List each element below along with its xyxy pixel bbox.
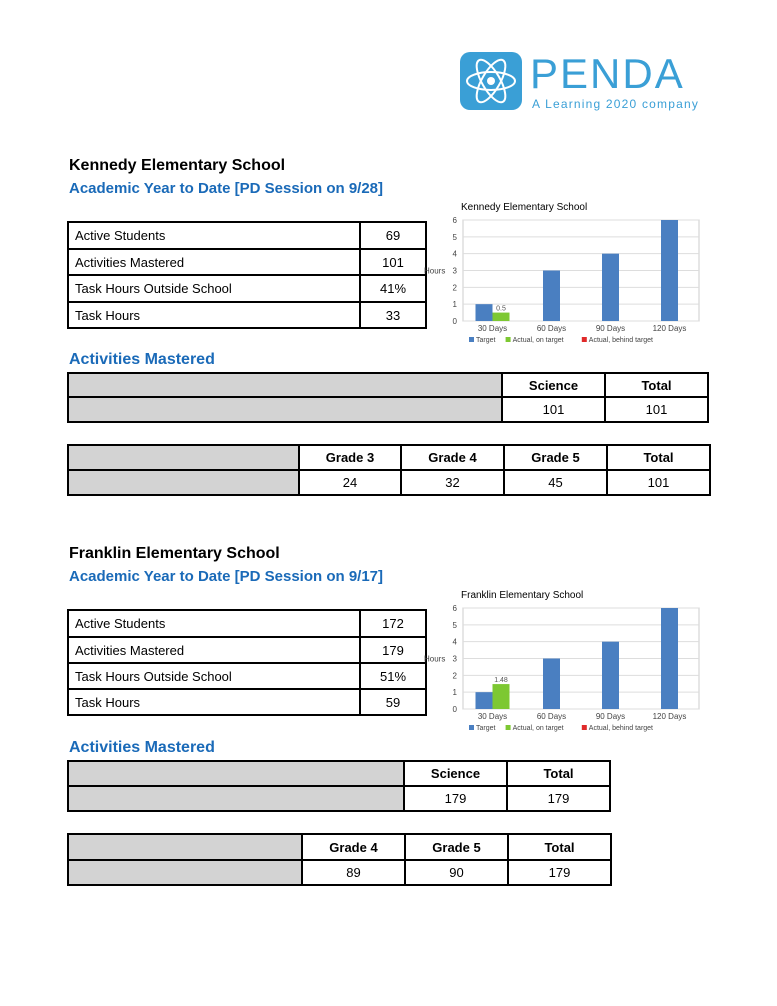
column-header: Grade 4 [401,445,504,470]
blank-cell [68,761,404,786]
x-tick-label: 90 Days [595,324,626,333]
stat-value: 51% [360,663,426,689]
table-row [68,373,708,397]
bar [543,271,560,322]
table-cell: 90 [405,860,508,885]
legend-label: Target [476,725,496,732]
table-cell: 101 [605,397,708,422]
x-tick-label: 30 Days [477,324,508,333]
y-tick-label: 0 [452,317,457,326]
blank-cell [68,373,502,397]
section-title: Activities Mastered [69,351,215,368]
legend-swatch [469,725,474,730]
stat-label: Active Students [68,222,360,249]
table-row [68,275,426,302]
bar-chart [423,586,723,736]
column-header: Science [502,373,605,397]
column-header: Total [508,834,611,860]
school-subtitle: Academic Year to Date [PD Session on 9/17] [69,568,384,585]
column-header: Total [507,761,610,786]
stat-value: 179 [360,637,426,663]
bar [602,642,619,709]
bar [661,608,678,709]
y-tick-label: 5 [452,620,457,630]
stat-label: Task Hours [68,302,360,328]
penda-logo [460,50,710,112]
legend-swatch [469,337,474,342]
blank-cell [68,470,299,495]
table-row [68,610,426,637]
legend-label: Actual, behind target [588,725,654,732]
table-row [68,445,710,470]
y-tick-label: 6 [452,604,457,613]
bar [661,220,678,321]
column-header: Total [607,445,710,470]
data-label: 1.48 [494,677,508,685]
stats-table [67,221,427,329]
bar [543,659,560,710]
bar [493,313,510,321]
stats-table [67,609,427,716]
y-tick-label: 5 [452,232,457,242]
column-header: Grade 3 [299,445,401,470]
column-header: Total [605,373,708,397]
legend-label: Actual, on target [512,337,564,344]
legend-label: Actual, behind target [588,337,654,344]
y-tick-label: 1 [452,300,457,310]
bar-chart [423,198,723,348]
grade-table [67,833,612,886]
table-row [68,470,710,495]
bar [493,684,510,709]
data-label: 0.5 [496,305,506,313]
y-tick-label: 6 [452,216,457,225]
legend-swatch [506,337,511,342]
logo-wordmark: PENDA [530,50,685,97]
table-cell: 32 [401,470,504,495]
progress-chart [423,198,723,348]
y-tick-label: 2 [452,283,457,293]
table-cell: 101 [502,397,605,422]
legend-label: Actual, on target [512,725,564,732]
table-cell: 179 [507,786,610,811]
y-tick-label: 3 [452,654,457,664]
stat-value: 33 [360,302,426,328]
stat-value: 69 [360,222,426,249]
y-tick-label: 0 [452,705,457,714]
blank-cell [68,834,302,860]
stat-label: Active Students [68,610,360,637]
legend-label: Target [476,337,496,344]
school-subtitle: Academic Year to Date [PD Session on 9/28] [69,180,384,197]
y-axis-label: Hours [424,266,446,276]
x-tick-label: 30 Days [477,712,508,721]
stat-value: 41% [360,275,426,302]
stat-value: 59 [360,689,426,715]
stat-label: Task Hours [68,689,360,715]
logo-tagline: A Learning 2020 company [532,97,700,111]
x-tick-label: 120 Days [652,324,687,333]
stat-label: Task Hours Outside School [68,275,360,302]
table-cell: 89 [302,860,405,885]
table-cell: 179 [508,860,611,885]
table-cell: 179 [404,786,507,811]
y-tick-label: 3 [452,266,457,276]
blank-cell [68,786,404,811]
table-row [68,397,708,422]
stat-value: 172 [360,610,426,637]
blank-cell [68,445,299,470]
table-row [68,249,426,275]
subject-table [67,372,709,423]
section-title: Activities Mastered [69,739,215,756]
chart-title: Franklin Elementary School [461,590,584,601]
table-row [68,637,426,663]
subject-table [67,760,611,812]
table-cell: 45 [504,470,607,495]
school-name: Kennedy Elementary School [69,157,286,174]
table-row [68,834,611,860]
x-tick-label: 60 Days [536,712,567,721]
table-cell: 24 [299,470,401,495]
table-row [68,689,426,715]
y-tick-label: 4 [452,249,457,259]
table-row [68,786,610,811]
stat-label: Activities Mastered [68,637,360,663]
stat-value: 101 [360,249,426,275]
column-header: Grade 5 [504,445,607,470]
legend-swatch [506,725,511,730]
column-header: Grade 5 [405,834,508,860]
stat-label: Task Hours Outside School [68,663,360,689]
x-tick-label: 90 Days [595,712,626,721]
y-tick-label: 2 [452,671,457,681]
stat-label: Activities Mastered [68,249,360,275]
bar [476,692,493,709]
chart-title: Kennedy Elementary School [461,202,588,213]
legend-swatch [582,337,587,342]
atom-icon [460,52,522,110]
table-row [68,663,426,689]
bar [602,254,619,321]
table-row [68,302,426,328]
bar [476,304,493,321]
table-row [68,860,611,885]
y-tick-label: 4 [452,637,457,647]
x-tick-label: 120 Days [652,712,687,721]
y-tick-label: 1 [452,688,457,698]
column-header: Science [404,761,507,786]
y-axis-label: Hours [424,654,446,664]
blank-cell [68,397,502,422]
progress-chart [423,586,723,736]
column-header: Grade 4 [302,834,405,860]
school-name: Franklin Elementary School [69,545,280,562]
table-row [68,222,426,249]
table-row [68,761,610,786]
legend-swatch [582,725,587,730]
blank-cell [68,860,302,885]
grade-table [67,444,711,496]
table-cell: 101 [607,470,710,495]
x-tick-label: 60 Days [536,324,567,333]
